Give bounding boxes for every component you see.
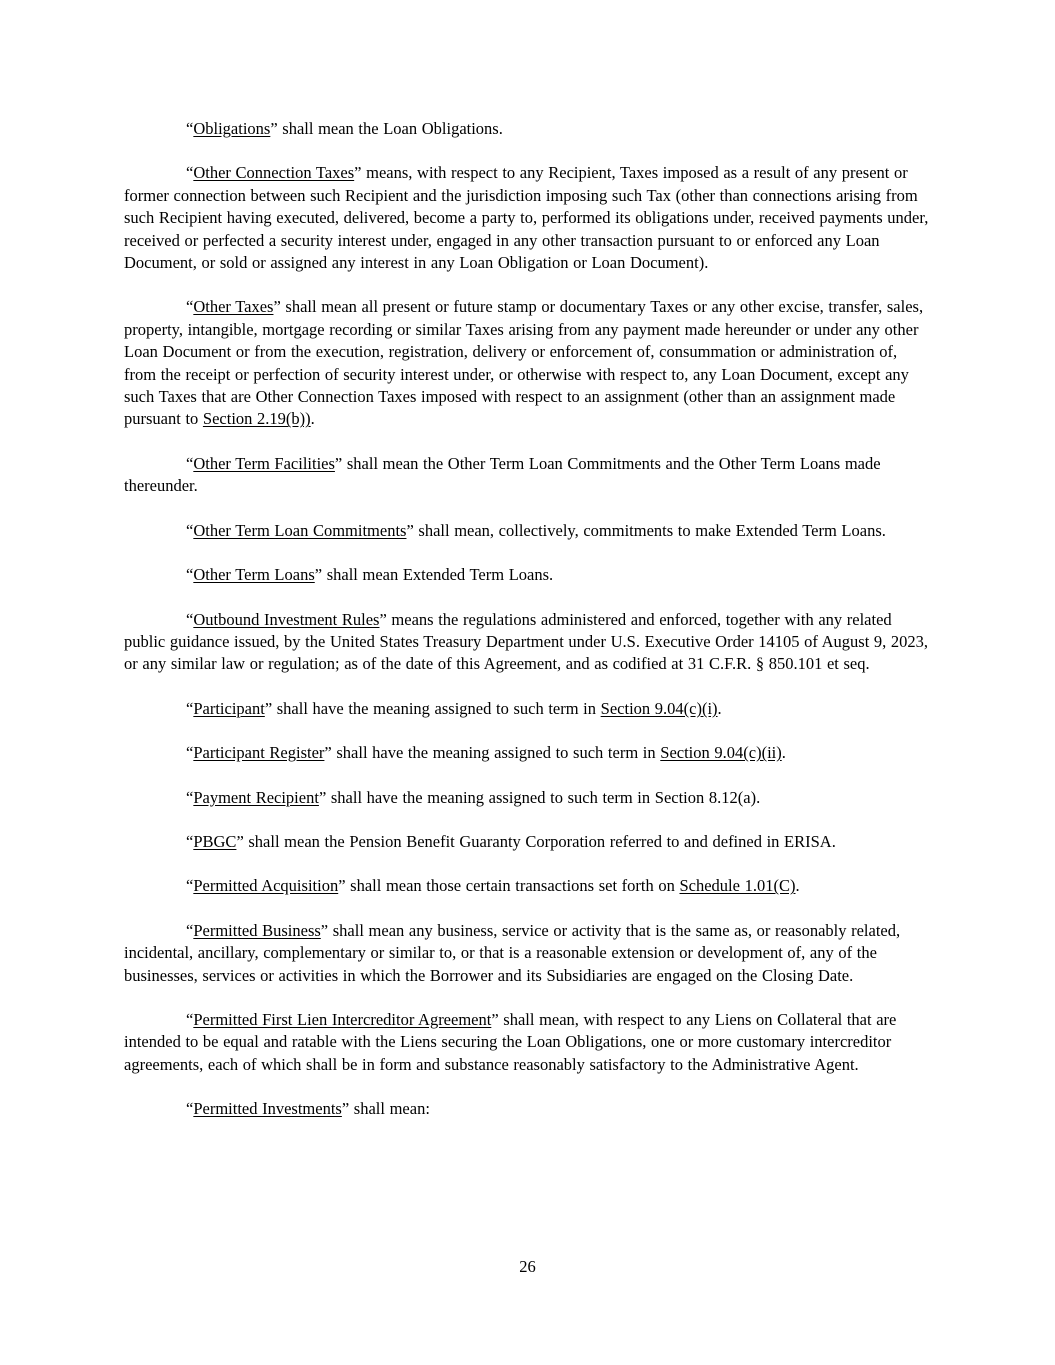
paragraph: [124, 118, 932, 140]
text-run: ” shall mean the Pension Benefit Guaranty Corporation referred to and defined in ERISA.: [236, 831, 836, 851]
defined-term: PBGC: [193, 831, 237, 851]
text-run: “: [186, 876, 194, 896]
defined-term: Other Term Loan Commitments: [193, 520, 407, 540]
text-run: “: [186, 119, 194, 138]
text-run: “: [186, 453, 194, 473]
paragraph: [124, 453, 932, 498]
text-run: ” shall mean:: [341, 1099, 430, 1119]
text-run: .: [717, 698, 722, 718]
paragraph: [124, 742, 932, 764]
paragraph: [124, 787, 932, 809]
text-run: ” shall mean all present or future stamp or documentary Taxes or any other excise, transfer, sales, property, intangible, mortgage recording or similar Taxes arising from any payment made hereunder or under any other Loan Document or from the execution, registration, delivery or enforcement of, consummation or administration of, from the receipt or perfection of security interest under, or otherwise with respect to, any Loan Document, except any such Taxes that are Other Connection Taxes imposed with respect to an assignment (other than an assignment made pursuant to: [124, 297, 924, 429]
text-run: ” means the regulations administered and enforced, together with any related public guidance issued, by the United States Treasury Department under U.S. Executive Order 14105 of August 9, 2023, or any similar law or regulation; as of the date of this Agreement, and as codified at 31 C.F.R. § 850.101 et seq.: [124, 609, 929, 674]
text-run: “: [186, 609, 194, 629]
text-run: .: [310, 409, 315, 429]
text-run: ” means, with respect to any Recipient, Taxes imposed as a result of any present or former connection between such Recipient and the jurisdiction imposing such Tax (other than connections arising from such Recipient having executed, delivered, become a party to, performed its obligations under, received payments under, received or perfected a security interest under, engaged in any other transaction pursuant to or enforced any Loan Document, or sold or assigned any interest in any Loan Obligation or Loan Document).: [124, 163, 929, 273]
paragraph: [124, 831, 932, 853]
defined-term: Obligations: [193, 119, 271, 138]
text-run: “: [186, 743, 194, 763]
document-body: [124, 118, 932, 1143]
paragraph: [124, 564, 932, 586]
defined-term: Schedule 1.01(C): [679, 876, 796, 896]
defined-term: Participant: [193, 698, 265, 718]
text-run: “: [186, 698, 194, 718]
text-run: “: [186, 787, 194, 807]
text-run: “: [186, 831, 194, 851]
text-run: ” shall mean the Other Term Loan Commitments and the Other Term Loans made thereunder.: [124, 453, 881, 496]
text-run: “: [186, 1009, 194, 1029]
text-run: ” shall have the meaning assigned to such term in: [324, 743, 661, 763]
text-run: ” shall have the meaning assigned to such term in Section 8.12(a).: [318, 787, 761, 807]
defined-term: Section 9.04(c)(i): [600, 698, 718, 718]
text-run: ” shall mean Extended Term Loans.: [314, 565, 554, 585]
page-number: 26: [519, 1257, 536, 1276]
paragraph: [124, 1009, 932, 1076]
defined-term: Outbound Investment Rules: [193, 609, 380, 629]
text-run: .: [781, 743, 786, 763]
text-run: ” shall mean, collectively, commitments to make Extended Term Loans.: [406, 520, 886, 540]
paragraph: [124, 1098, 932, 1120]
text-run: “: [186, 1099, 194, 1119]
defined-term: Section 2.19(b)): [202, 409, 311, 429]
text-run: “: [186, 163, 194, 183]
text-run: “: [186, 920, 194, 940]
text-run: “: [186, 297, 194, 317]
text-run: “: [186, 520, 194, 540]
text-run: ” shall mean, with respect to any Liens on Collateral that are intended to be equal and ratable with the Liens securing the Loan Obligations, one or more customary intercreditor agreements, each of which shall be in form and substance reasonably satisfactory to the Administrative Agent.: [124, 1009, 897, 1074]
defined-term: Other Term Facilities: [193, 453, 335, 473]
text-run: ” shall mean the Loan Obligations.: [270, 119, 503, 138]
paragraph: [124, 520, 932, 542]
defined-term: Other Taxes: [193, 297, 274, 317]
text-run: “: [186, 565, 194, 585]
defined-term: Other Connection Taxes: [193, 163, 355, 183]
defined-term: Permitted Acquisition: [193, 876, 339, 896]
defined-term: Permitted Business: [193, 920, 321, 940]
text-run: ” shall mean any business, service or activity that is the same as, or reasonably related, incidental, ancillary, complementary or similar to, or that is a reasonable extension or development of, any of the businesses, services or activities in which the Borrower and its Subsidiaries are engaged on the Closing Date.: [124, 920, 901, 985]
text-run: ” shall mean those certain transactions set forth on: [338, 876, 680, 896]
paragraph: [124, 296, 932, 430]
text-run: .: [795, 876, 800, 896]
defined-term: Other Term Loans: [193, 565, 315, 585]
defined-term: Payment Recipient: [193, 787, 319, 807]
text-run: ” shall have the meaning assigned to such term in: [264, 698, 601, 718]
paragraph: [124, 609, 932, 676]
defined-term: Permitted First Lien Intercreditor Agreement: [193, 1009, 492, 1029]
paragraph: [124, 162, 932, 274]
defined-term: Section 9.04(c)(ii): [660, 743, 782, 763]
defined-term: Participant Register: [193, 743, 325, 763]
paragraph: [124, 875, 932, 897]
defined-term: Permitted Investments: [193, 1099, 342, 1119]
paragraph: [124, 698, 932, 720]
paragraph: [124, 920, 932, 987]
